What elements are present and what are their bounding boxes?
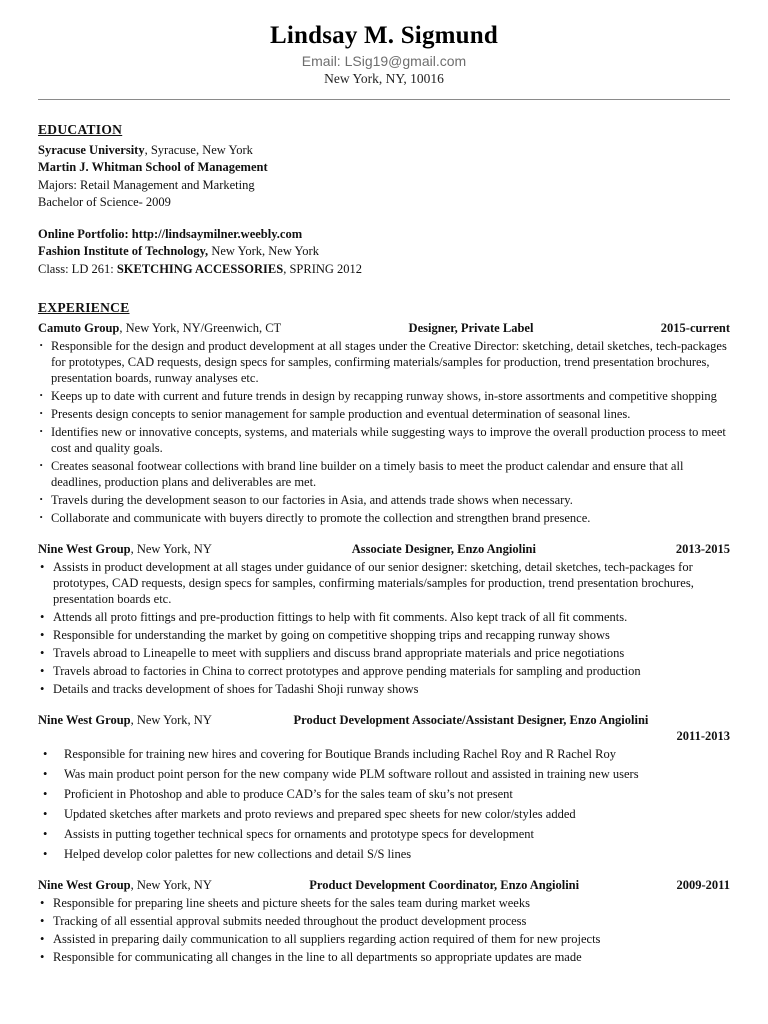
fit-line (38, 243, 730, 260)
bullet-item: • Assists in putting together technical specs for ornaments and prototype specs for development (38, 826, 730, 842)
portfolio-line: Online Portfolio: http://lindsaymilner.weebly.com (38, 227, 303, 241)
education-section (38, 122, 730, 278)
education-majors-line: Majors: Retail Management and Marketing (38, 177, 255, 192)
candidate-location: New York, NY, 10016 (324, 71, 444, 86)
job-company-location (38, 712, 212, 729)
job-title: Associate Designer, Enzo Angiolini (351, 541, 536, 556)
job-entry (38, 712, 730, 862)
experience-heading: EXPERIENCE (38, 299, 130, 315)
job-header (38, 541, 730, 558)
job-entry (38, 877, 730, 965)
job-title: Product Development Coordinator, Enzo Angiolini (309, 877, 580, 892)
job-header (38, 712, 730, 729)
candidate-name: Lindsay M. Sigmund (270, 22, 498, 49)
job-title: Product Development Associate/Assistant Designer, Enzo Angiolini (293, 712, 649, 727)
job-dates: 2011-2013 (676, 729, 730, 744)
resume-header (38, 22, 730, 87)
jobs-list (38, 320, 730, 965)
fit-school-name: Fashion Institute of Technology, (38, 244, 209, 259)
job-bullets (38, 559, 730, 697)
job-company: Nine West Group (38, 541, 131, 556)
job-company-location (38, 320, 281, 337)
bullet-item: • Updated sketches after markets and proto reviews and prepared spec sheets for new color/styles added (38, 806, 730, 822)
job-company-location (38, 877, 212, 894)
education-school-line (38, 142, 730, 159)
job-title: Designer, Private Label (408, 320, 534, 335)
job-company: Camuto Group (38, 320, 120, 335)
job-entry (38, 320, 730, 526)
education-secondary-block (38, 226, 730, 278)
bullet-item: · Identifies new or innovative concepts, systems, and materials while suggesting ways to improve the overall production process to meet cost and quality goals. (38, 424, 730, 456)
bullet-item: • Travels abroad to factories in China to correct prototypes and approve pending materials for sampling and production (38, 663, 730, 679)
job-dates: 2013-2015 (675, 541, 730, 556)
job-dates: 2015-current (660, 320, 730, 335)
education-college-line: Martin J. Whitman School of Management (38, 160, 268, 175)
bullet-item: · Keeps up to date with current and future trends in design by recapping runway shows, in-store assortments and competitive shopping (38, 388, 730, 404)
bullet-item: · Travels during the development season to our factories in Asia, and attends trade shows when necessary. (38, 492, 730, 508)
school-location: , Syracuse, New York (144, 143, 253, 157)
education-degree-line: Bachelor of Science- 2009 (38, 194, 171, 209)
job-location: , New York, NY (130, 541, 212, 556)
bullet-item: • Responsible for communicating all changes in the line to all departments so appropriate updates are made (38, 949, 730, 965)
class-suffix: , SPRING 2012 (283, 261, 363, 276)
job-company: Nine West Group (38, 712, 131, 727)
bullet-item: • Responsible for training new hires and covering for Boutique Brands including Rachel Roy and R Rachel Roy (38, 746, 730, 762)
job-dates: 2009-2011 (676, 877, 730, 892)
job-location: , New York, NY (130, 877, 212, 892)
education-heading: EDUCATION (38, 122, 123, 137)
bullet-item: · Responsible for the design and product development at all stages under the Creative Director: sketching, detail sketches, tech-packages for prototypes, CAD requests, design specs for samples, confirming materials/samples for production, trend presentation brochures, presentation boards, runway analyses etc. (38, 338, 730, 386)
bullet-item: • Assists in product development at all stages under guidance of our senior designer: sketching, detail sketches, tech-packages for prototypes, CAD requests, design specs for samples, confirming materials/samples for production, trend presentation brochures, presentation boards etc. (38, 559, 730, 607)
bullet-item: • Helped develop color palettes for new collections and detail S/S lines (38, 846, 730, 862)
class-line (38, 261, 730, 278)
job-company-location (38, 541, 212, 558)
job-header (38, 877, 730, 894)
bullet-item: • Responsible for understanding the market by going on competitive shopping trips and recapping runway shows (38, 627, 730, 643)
job-bullets (38, 338, 730, 526)
header-divider (38, 99, 730, 100)
bullet-item: • Details and tracks development of shoes for Tadashi Shoji runway shows (38, 681, 730, 697)
bullet-item: • Responsible for preparing line sheets and picture sheets for the sales team during market weeks (38, 895, 730, 911)
job-bullets (38, 746, 730, 862)
school-name: Syracuse University (38, 143, 145, 157)
job-bullets (38, 895, 730, 965)
bullet-item: • Proficient in Photoshop and able to produce CAD’s for the sales team of sku’s not present (38, 786, 730, 802)
bullet-item: · Collaborate and communicate with buyers directly to promote the collection and strengthen brand presence. (38, 510, 730, 526)
bullet-item: • Attends all proto fittings and pre-production fittings to help with fit comments. Also kept track of all fit comments. (38, 609, 730, 625)
class-prefix: Class: LD 261: (38, 261, 117, 276)
candidate-email: Email: LSig19@gmail.com (301, 53, 467, 69)
experience-section (38, 300, 730, 965)
job-company: Nine West Group (38, 877, 131, 892)
bullet-item: • Tracking of all essential approval submits needed throughout the product development process (38, 913, 730, 929)
bullet-item: • Assisted in preparing daily communication to all suppliers regarding action required of them for new projects (38, 931, 730, 947)
job-header (38, 320, 730, 337)
job-entry (38, 541, 730, 697)
fit-school-location: New York, New York (208, 244, 319, 259)
job-location: , New York, NY/Greenwich, CT (119, 320, 282, 335)
job-location: , New York, NY (130, 712, 212, 727)
bullet-item: · Presents design concepts to senior management for sample production and eventual determination of seasonal lines. (38, 406, 730, 422)
bullet-item: · Creates seasonal footwear collections with brand line builder on a timely basis to meet the product calendar and ensure that all deadlines, production plans and deliverables are met. (38, 458, 730, 490)
bullet-item: • Was main product point person for the new company wide PLM software rollout and assisted in training new users (38, 766, 730, 782)
bullet-item: • Travels abroad to Lineapelle to meet with suppliers and discuss brand appropriate materials and price negotiations (38, 645, 730, 661)
class-course: SKETCHING ACCESSORIES (116, 261, 284, 276)
